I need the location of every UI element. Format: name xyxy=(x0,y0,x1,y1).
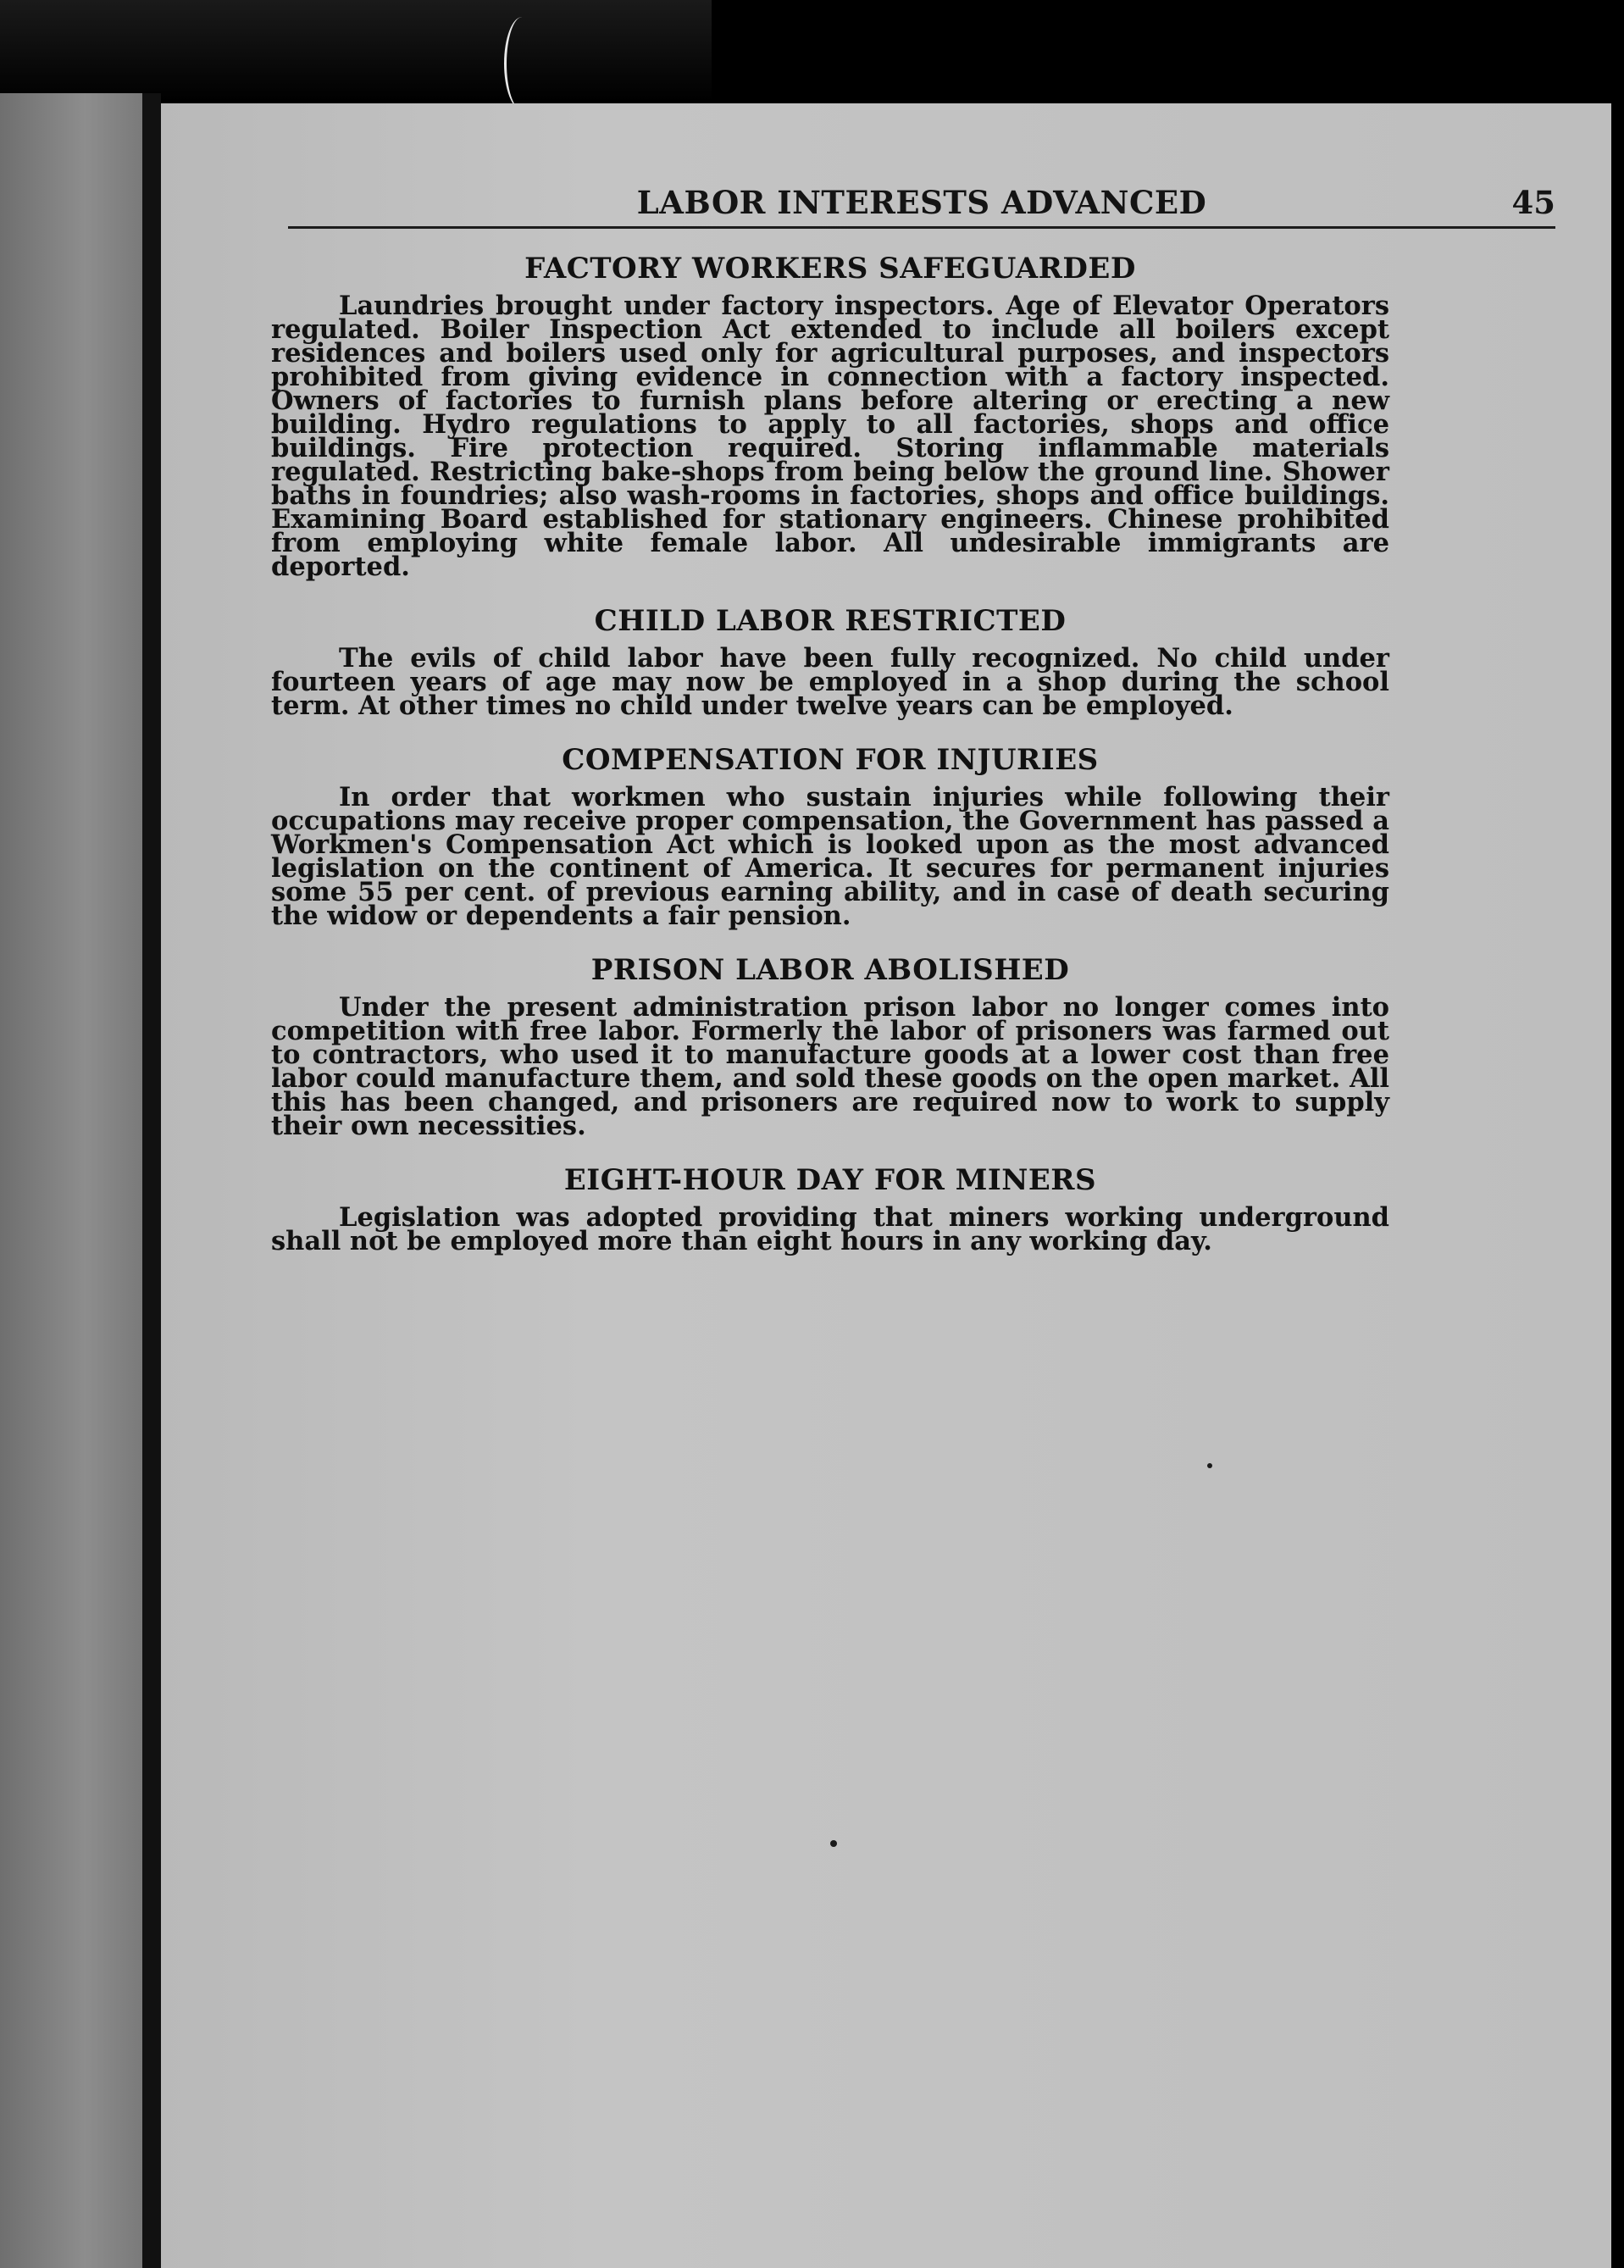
section-eight-hour-day xyxy=(271,1163,1389,1256)
section-heading: COMPENSATION FOR INJURIES xyxy=(562,743,1099,777)
section-heading: PRISON LABOR ABOLISHED xyxy=(590,953,1070,987)
book-gutter xyxy=(142,93,161,2268)
section-body: The evils of child labor have been fully recognized. No child under fourteen years of age may now be employed in a shop during the school term. At other times no child under twelve years can be employed. xyxy=(271,643,1389,721)
section-prison-labor xyxy=(271,953,1389,1141)
section-compensation xyxy=(271,743,1389,931)
film-scratch xyxy=(504,17,540,110)
page-content xyxy=(271,252,1389,1278)
dust-speck xyxy=(830,1840,837,1847)
running-title: LABOR INTERESTS ADVANCED xyxy=(636,184,1207,221)
page-header xyxy=(288,184,1555,229)
previous-page-edge xyxy=(0,93,142,2268)
film-edge-shadow xyxy=(0,0,712,102)
section-child-labor xyxy=(271,604,1389,721)
section-body: In order that workmen who sustain injuries while following their occupations may receive proper compensation, the Government has passed a Workmen's Compensation Act which is looked upon as the most advanced legislation on the continent of America. It secures for permanent injuries some 55 per cent. of previous earning ability, and in case of death securing the widow or dependents a fair pension. xyxy=(271,782,1389,931)
section-body: Under the present administration prison labor no longer comes into competition with free labor. Formerly the labor of prisoners was farmed out to contractors, who used it to manufacture goods at a lower cost than free labor could manufacture them, and sold these goods on the open market. All this has been changed, and prisoners are required now to work to supply their own necessities. xyxy=(271,992,1389,1141)
dust-speck xyxy=(1207,1463,1212,1468)
section-factory-workers xyxy=(271,252,1389,582)
section-heading: FACTORY WORKERS SAFEGUARDED xyxy=(524,252,1136,286)
section-heading: EIGHT-HOUR DAY FOR MINERS xyxy=(563,1163,1097,1197)
section-body: Legislation was adopted providing that miners working underground shall not be employed more than eight hours in any working day. xyxy=(271,1202,1389,1256)
section-body: Laundries brought under factory inspectors. Age of Elevator Operators regulated. Boiler Inspection Act extended to include all boilers except residences and boilers used only for agricultural purposes, and inspectors prohibited from giving evidence in connection with a factory inspected. Owners of factories to furnish plans before altering or erecting a new building. Hydro regulations to apply to all factories, shops and office buildings. Fire protection required. Storing inflammable materials regulated. Restricting bake-shops from being below the ground line. Shower baths in foundries; also wash-rooms in factories, shops and office buildings. Examining Board established for stationary engineers. Chinese prohibited from employing white female labor. All undesirable immigrants are deported. xyxy=(271,291,1389,582)
section-heading: CHILD LABOR RESTRICTED xyxy=(594,604,1067,638)
page-number: 45 xyxy=(1511,184,1555,221)
book-page xyxy=(161,103,1611,2268)
